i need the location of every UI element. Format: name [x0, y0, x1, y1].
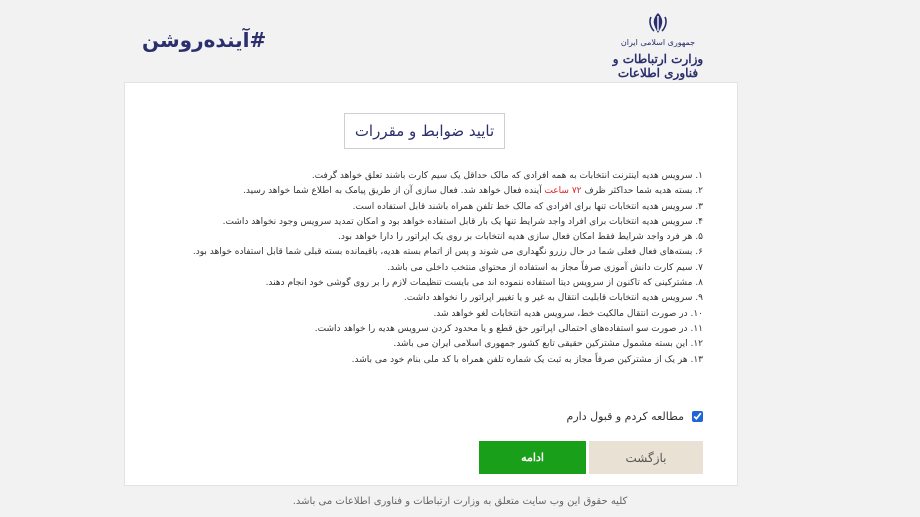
rule-item	[143, 261, 703, 276]
ministry-subtitle: جمهوری اسلامی ایران	[620, 38, 696, 47]
rule-item	[143, 184, 703, 199]
agree-checkbox[interactable]	[692, 411, 703, 422]
rule-text: آینده فعال خواهد شد. فعال سازی آن از طریق پیامک به اطلاع شما خواهد رسید.	[243, 186, 542, 197]
rule-number: ۳.	[695, 201, 703, 212]
rule-number: ۸.	[695, 278, 703, 289]
page-header	[0, 0, 920, 82]
rule-text: سرویس هدیه انتخابات برای افراد واجد شرایط تنها یک بار قابل استفاده خواهد بود و امکان تمدید سرویس وجود نخواهد داشت.	[222, 216, 693, 227]
page-title: تایید ضوابط و مقررات	[344, 113, 505, 149]
rule-number: ۶.	[695, 247, 703, 258]
rule-item	[143, 322, 703, 337]
rule-text: در صورت انتقال مالکیت خط، سرویس هدیه انتخابات لغو خواهد شد.	[433, 308, 688, 319]
rules-list	[143, 169, 703, 368]
rule-item	[143, 200, 703, 215]
rule-text: سرویس هدیه اینترنت انتخابات به همه افرادی که مالک حداقل یک سیم کارت باشند تعلق خواهد گرفت.	[311, 171, 693, 181]
continue-button[interactable]: ادامه	[479, 441, 586, 474]
ministry-logo	[598, 12, 718, 80]
rule-number: ۱۱.	[690, 323, 703, 334]
rule-text: هر فرد واجد شرایط فقط امکان فعال سازی هدیه انتخابات بر روی یک اپراتور را دارا خواهد بود.	[338, 232, 693, 243]
rule-text: مشترکینی که تاکنون از سرویس دیتا استفاده ننموده اند می بایست تنظیمات لازم را بر روی گوشی خود انجام دهند.	[265, 278, 693, 289]
rule-number: ۱.	[695, 171, 703, 181]
agree-label[interactable]: مطالعه کردم و قبول دارم	[566, 410, 684, 423]
rule-item	[143, 276, 703, 291]
rule-item	[143, 215, 703, 230]
rule-number: ۹.	[695, 293, 703, 304]
rule-highlight: ۷۲ ساعت	[544, 186, 582, 197]
rule-number: ۷.	[695, 262, 703, 273]
rule-text: سیم کارت دانش آموزی صرفاً مجاز به استفاده از محتوای منتخب داخلی می باشد.	[387, 262, 693, 273]
terms-card	[124, 82, 738, 486]
rule-number: ۱۳.	[690, 354, 703, 365]
ministry-title: وزارت ارتباطات و فناوری اطلاعات	[612, 52, 704, 80]
rule-item	[143, 230, 703, 245]
rule-text: سرویس هدیه انتخابات قابلیت انتقال به غیر و یا تغییر اپراتور را نخواهد داشت.	[403, 293, 693, 304]
rule-number: ۲.	[695, 186, 703, 197]
footer-copyright: کلیه حقوق این وب سایت متعلق به وزارت ارتباطات و فناوری اطلاعات می باشد.	[292, 496, 628, 507]
emblem-icon	[648, 12, 668, 34]
back-button[interactable]: بازگشت	[589, 441, 703, 474]
rule-number: ۱۰.	[690, 308, 703, 319]
rule-item	[143, 169, 703, 184]
rule-number: ۱۲.	[690, 339, 703, 350]
rule-text: بسته هدیه شما حداکثر ظرف	[584, 186, 693, 197]
rule-item	[143, 307, 703, 322]
rule-text: هر یک از مشترکین صرفاً مجاز به ثبت یک شماره تلفن همراه با کد ملی بنام خود می باشد.	[351, 354, 688, 365]
rule-number: ۴.	[695, 216, 703, 227]
rule-item	[143, 353, 703, 368]
rule-text: در صورت سو استفاده‌های احتمالی اپراتور حق قطع و یا محدود کردن سرویس هدیه را خواهد داشت.	[314, 323, 688, 334]
rule-text: بسته‌های فعال فعلی شما در حال رزرو نگهداری می شوند و پس از اتمام بسته هدیه، باقیمانده بسته قبلی شما قابل استفاده خواهد بود.	[192, 247, 693, 258]
rule-text: سرویس هدیه انتخابات تنها برای افرادی که مالک خط تلفن همراه باشند قابل استفاده است.	[352, 201, 693, 212]
campaign-hashtag: #آینده‌روشن	[142, 28, 267, 52]
rule-text: این بسته مشمول مشترکین حقیقی تابع کشور جمهوری اسلامی ایران می باشد.	[393, 339, 688, 350]
agree-row	[567, 410, 703, 423]
rule-number: ۵.	[695, 232, 703, 243]
rule-item	[143, 337, 703, 352]
rule-item	[143, 245, 703, 260]
rule-item	[143, 291, 703, 306]
